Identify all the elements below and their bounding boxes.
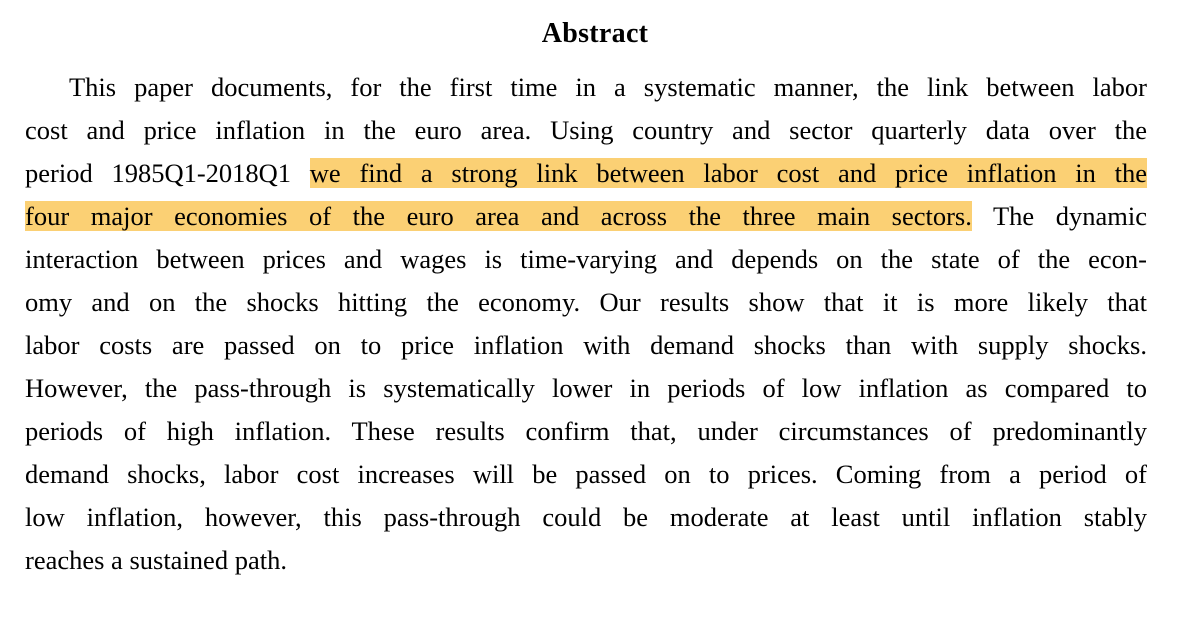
abstract-line-6: omy and on the shocks hitting the economy. Our results show that it is more likely that xyxy=(25,287,1147,317)
abstract-line-5: interaction between prices and wages is time-varying and depends on the state of the econ- xyxy=(25,244,1147,274)
abstract-line-2: cost and price inflation in the euro area. Using country and sector quarterly data over the xyxy=(25,115,1147,145)
abstract-line-3 xyxy=(25,155,1147,191)
abstract-line-11: low inflation, however, this pass-through could be moderate at least until inflation stably xyxy=(25,502,1147,532)
abstract-line-4-plain: The dynamic xyxy=(992,201,1148,231)
abstract-heading: Abstract xyxy=(541,18,649,49)
abstract-line-8: However, the pass-through is systematically lower in periods of low inflation as compared to xyxy=(25,373,1147,403)
highlighted-sentence-part-1: we find a strong link between labor cost and price inflation in the xyxy=(309,158,1147,188)
abstract-line-1: This paper documents, for the first time in a systematic manner, the link between labor xyxy=(69,72,1147,102)
abstract-line-4 xyxy=(25,198,1147,234)
abstract-line-9: periods of high inflation. These results confirm that, under circumstances of predominantly xyxy=(25,416,1147,446)
abstract-line-3-plain: period 1985Q1-2018Q1 xyxy=(25,158,292,188)
abstract-line-7: labor costs are passed on to price inflation with demand shocks than with supply shocks. xyxy=(25,330,1147,360)
abstract-line-10: demand shocks, labor cost increases will be passed on to prices. Coming from a period of xyxy=(25,459,1147,489)
abstract-line-12: reaches a sustained path. xyxy=(25,545,287,575)
highlighted-sentence-part-2: four major economies of the euro area and across the three main sectors. xyxy=(25,201,972,231)
